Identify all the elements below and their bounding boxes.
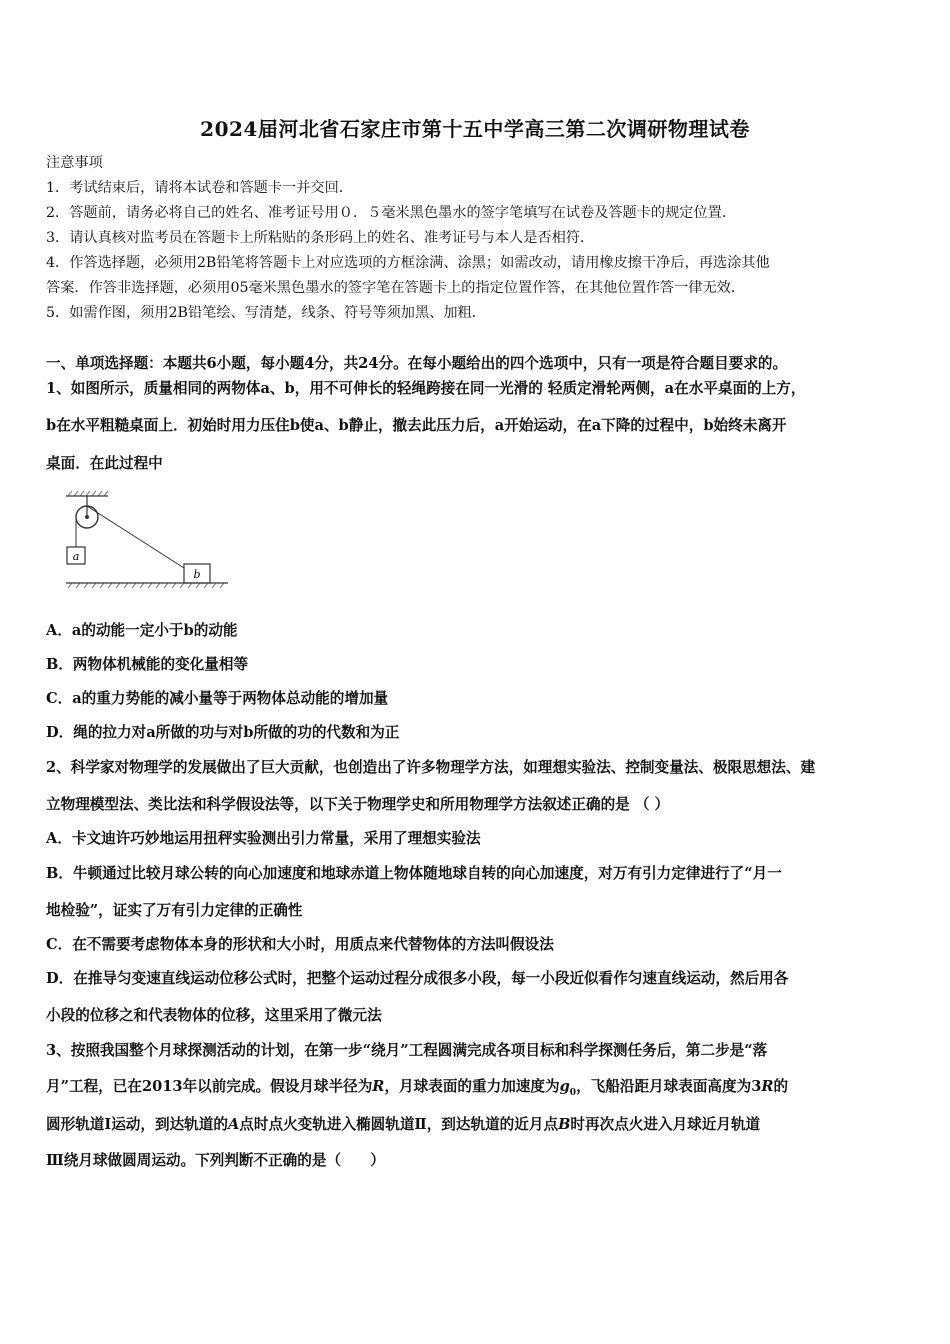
question-3-text: 3、按照我国整个月球探测活动的计划，在第一步“绕月”工程圆满完成各项目标和科学探测任务后，第二步是“落 <box>46 1042 768 1059</box>
question-2-option-b-cont: 地检验”，证实了万有引力定律的正确性 <box>46 902 303 919</box>
question-2-option-c: C．在不需要考虑物体本身的形状和大小时，用质点来代替物体的方法叫假设法 <box>46 936 554 953</box>
question-3-text: 圆形轨道Ⅰ运动，到达轨道的A点时点火变轨进入椭圆轨道Ⅱ，到达轨道的近月点B时再次点火进入月球近月轨道 <box>46 1116 761 1133</box>
question-1-option-c: C．a的重力势能的减小量等于两物体总动能的增加量 <box>46 690 389 707</box>
question-2-text: 2、科学家对物理学的发展做出了巨大贡献，也创造出了许多物理学方法，如理想实验法、控制变量法、极限思想法、建 <box>46 759 816 776</box>
question-3-text: Ⅲ绕月球做圆周运动。下列判断不正确的是（ ） <box>46 1152 385 1169</box>
block-a-label: a <box>72 550 80 563</box>
question-1-text: 桌面．在此过程中 <box>46 455 163 472</box>
section-heading: 一、单项选择题：本题共6小题，每小题4分，共24分。在每小题给出的四个选项中，只有一项是符合题目要求的。 <box>46 355 788 372</box>
notice-item: 1．考试结束后，请将本试卷和答题卡一并交回． <box>46 180 353 196</box>
question-3-text: 月”工程，已在2013年以前完成。假设月球半径为R，月球表面的重力加速度为$g_0$，飞船沿距月球表面高度为3R的 <box>46 1078 789 1098</box>
question-2-option-b: B．牛顿通过比较月球公转的向心加速度和地球赤道上物体随地球自转的向心加速度，对万有引力定律进行了“月一 <box>46 865 782 882</box>
notice-item: 3．请认真核对监考员在答题卡上所粘贴的条形码上的姓名、准考证号与本人是否相符． <box>46 230 595 246</box>
question-2-option-a: A．卡文迪许巧妙地运用扭秤实验测出引力常量，采用了理想实验法 <box>46 830 481 847</box>
notice-heading: 注意事项 <box>46 155 103 171</box>
question-2-option-d-cont: 小段的位移之和代表物体的位移，这里采用了微元法 <box>46 1007 382 1024</box>
question-2-option-d: D．在推导匀变速直线运动位移公式时，把整个运动过程分成很多小段，每一小段近似看作匀速直线运动，然后用各 <box>46 970 789 987</box>
question-1-option-d: D．绳的拉力对a所做的功与对b所做的功的代数和为正 <box>46 724 400 741</box>
question-1-text: b在水平粗糙桌面上．初始时用力压住b使a、b静止，撤去此压力后，a开始运动，在a下降的过程中，b始终未离开 <box>46 417 787 434</box>
question-1-option-b: B．两物体机械能的变化量相等 <box>46 656 249 673</box>
notice-item: 4．作答选择题，必须用2B铅笔将答题卡上对应选项的方框涂满、涂黑；如需改动，请用橡皮擦干净后，再选涂其他 <box>46 255 770 271</box>
pulley-diagram <box>64 490 230 590</box>
question-1-option-a: A．a的动能一定小于b的动能 <box>46 622 238 639</box>
question-2-text: 立物理模型法、类比法和科学假设法等，以下关于物理学史和所用物理学方法叙述正确的是 （ ） <box>46 796 670 813</box>
notice-item: 2．答题前，请务必将自己的姓名、准考证号用０．５毫米黑色墨水的签字笔填写在试卷及答题卡的规定位置． <box>46 205 737 221</box>
question-1-text: 1、如图所示，质量相同的两物体a、b，用不可伸长的轻绳跨接在同一光滑的 轻质定滑轮两侧，a在水平桌面的上方， <box>46 380 806 397</box>
notice-item: 答案．作答非选择题，必须用05毫米黑色墨水的签字笔在答题卡上的指定位置作答，在其他位置作答一律无效． <box>46 280 746 296</box>
page-title: 2024届河北省石家庄市第十五中学高三第二次调研物理试卷 <box>200 117 750 141</box>
block-b-label: b <box>193 568 201 581</box>
notice-item: 5．如需作图，须用2B铅笔绘、写清楚，线条、符号等须加黑、加粗． <box>46 305 486 321</box>
